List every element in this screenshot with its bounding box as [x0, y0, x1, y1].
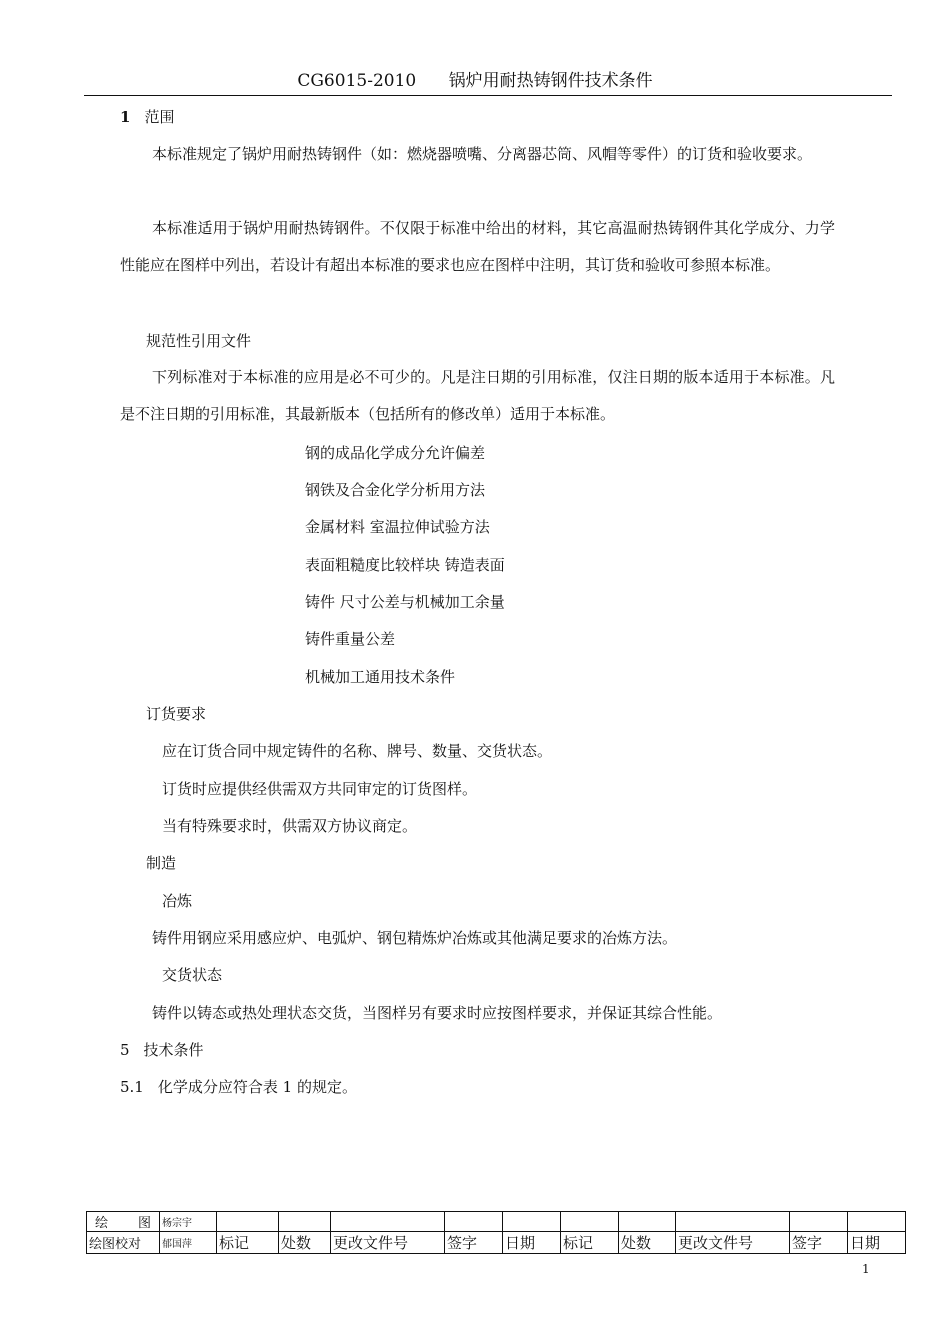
page-number: 1 [862, 1262, 870, 1276]
reference-item: 钢铁及合金化学分析用方法 [305, 481, 486, 499]
drawer-name: 杨宗宇 [160, 1212, 217, 1232]
manufacture-heading: 制造 [146, 854, 177, 872]
column-header: 标记 [561, 1232, 619, 1254]
empty-cell [279, 1212, 331, 1232]
section-5-number: 5 [120, 1041, 130, 1059]
column-header: 签字 [790, 1232, 848, 1254]
column-header: 标记 [217, 1232, 279, 1254]
section-5-1 [120, 1077, 357, 1097]
ordering-item: 应在订货合同中规定铸件的名称、牌号、数量、交货状态。 [162, 742, 553, 760]
smelting-heading: 冶炼 [162, 892, 193, 910]
references-heading: 规范性引用文件 [146, 332, 252, 350]
delivery-heading: 交货状态 [162, 966, 223, 984]
check-label: 绘图校对 [87, 1232, 160, 1254]
column-header: 签字 [445, 1232, 503, 1254]
reference-item: 金属材料 室温拉伸试验方法 [305, 518, 490, 536]
reference-item: 铸件 尺寸公差与机械加工余量 [305, 593, 505, 611]
column-header: 日期 [503, 1232, 561, 1254]
standard-title: 锅炉用耐热铸钢件技术条件 [448, 71, 653, 91]
empty-cell [217, 1212, 279, 1232]
delivery-text: 铸件以铸态或热处理状态交货，当图样另有要求时应按图样要求，并保证其综合性能。 [152, 1004, 723, 1022]
section-5-1-number: 5.1 [120, 1078, 144, 1096]
references-paragraph: 下列标准对于本标准的应用是必不可少的。凡是注日期的引用标准，仅注日期的版本适用于本标准。凡是不注日期的引用标准，其最新版本（包括所有的修改单）适用于本标准。 [120, 368, 835, 423]
empty-cell [445, 1212, 503, 1232]
column-header: 处数 [619, 1232, 676, 1254]
header-rule [84, 95, 892, 96]
column-header: 更改文件号 [331, 1232, 445, 1254]
empty-cell [848, 1212, 906, 1232]
reference-item: 铸件重量公差 [305, 630, 396, 648]
column-header: 处数 [279, 1232, 331, 1254]
ordering-heading: 订货要求 [146, 705, 207, 723]
column-header: 日期 [848, 1232, 906, 1254]
reference-item: 钢的成品化学成分允许偏差 [305, 444, 486, 462]
section-1-heading [120, 107, 174, 127]
section-5-title: 技术条件 [143, 1041, 204, 1059]
revision-table [86, 1211, 906, 1254]
standard-code: CG6015-2010 [297, 71, 417, 91]
section-5-1-text: 化学成分应符合表 1 的规定。 [157, 1078, 357, 1096]
reference-item: 表面粗糙度比较样块 铸造表面 [305, 556, 505, 574]
section-1-number: 1 [120, 108, 131, 126]
empty-cell [503, 1212, 561, 1232]
ordering-item: 订货时应提供经供需双方共同审定的订货图样。 [162, 780, 478, 798]
smelting-text: 铸件用钢应采用感应炉、电弧炉、钢包精炼炉冶炼或其他满足要求的冶炼方法。 [152, 929, 678, 947]
checker-name: 郁国萍 [160, 1232, 217, 1254]
section-5-heading [120, 1040, 204, 1060]
reference-item: 机械加工通用技术条件 [305, 668, 456, 686]
empty-cell [619, 1212, 676, 1232]
empty-cell [790, 1212, 848, 1232]
section-1-title: 范围 [144, 108, 175, 126]
drawing-label: 绘 图 [87, 1212, 160, 1232]
empty-cell [331, 1212, 445, 1232]
scope-paragraph-2: 本标准适用于锅炉用耐热铸钢件。不仅限于标准中给出的材料，其它高温耐热铸钢件其化学成分、力学性能应在图样中列出，若设计有超出本标准的要求也应在图样中注明，其订货和验收可参照本标准。 [120, 219, 835, 274]
empty-cell [676, 1212, 790, 1232]
empty-cell [561, 1212, 619, 1232]
page-header-title [0, 66, 950, 91]
column-header: 更改文件号 [676, 1232, 790, 1254]
scope-paragraph-1: 本标准规定了锅炉用耐热铸钢件（如：燃烧器喷嘴、分离器芯筒、风帽等零件）的订货和验收要求。 [152, 145, 813, 163]
ordering-item: 当有特殊要求时，供需双方协议商定。 [162, 817, 418, 835]
